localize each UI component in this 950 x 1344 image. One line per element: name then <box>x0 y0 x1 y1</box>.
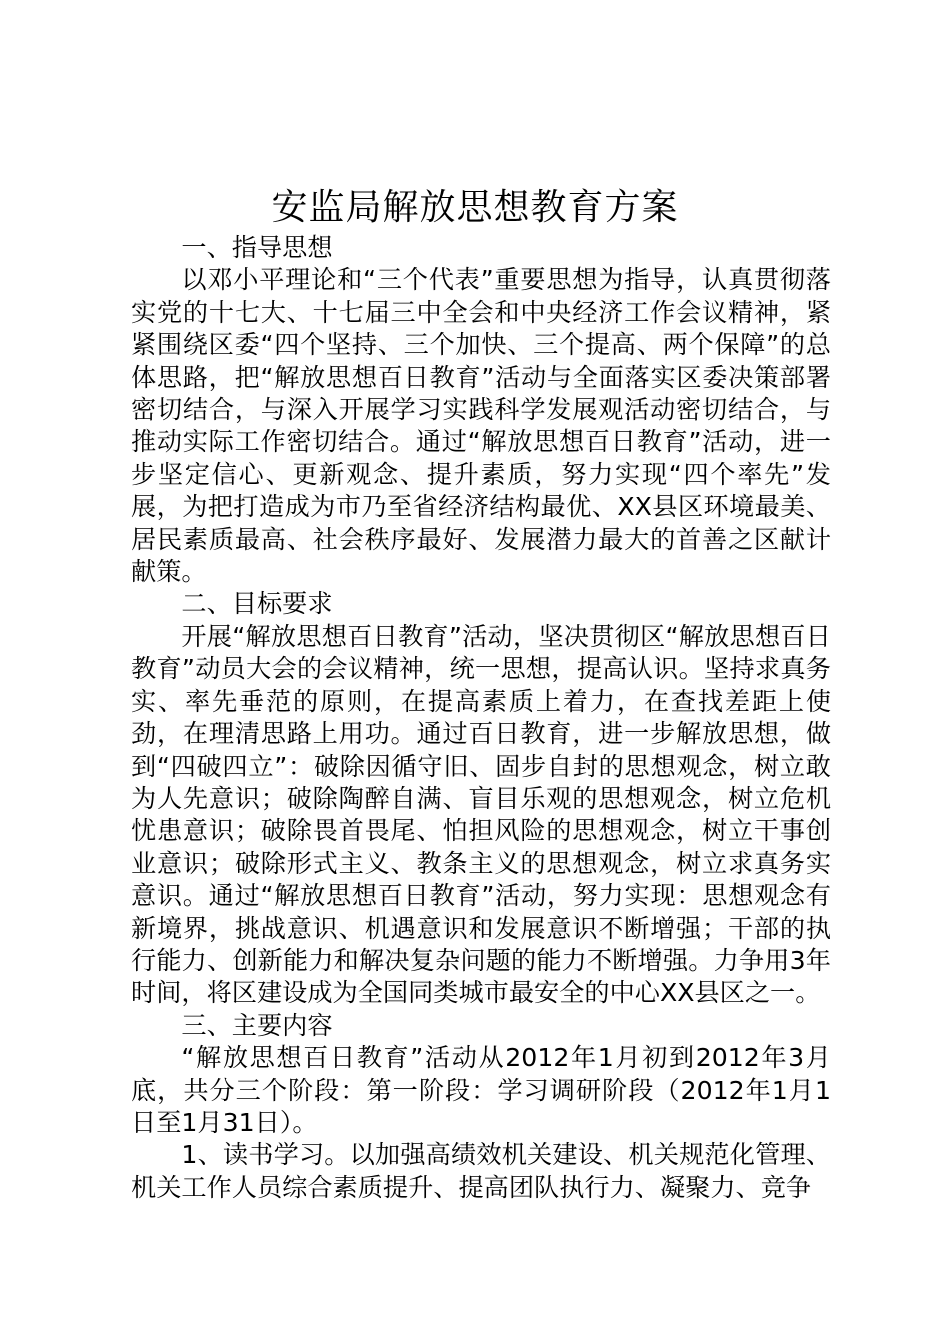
paragraph-goals: 开展“解放思想百日教育”活动，坚决贯彻区“解放思想百日教育”动员大会的会议精神，统一思想，提高认识。坚持求真务实、率先垂范的原则，在提高素质上着力，在查找差距上使劲，在理清思路上用功。通过百日教育，进一步解放思想，做到“四破四立”：破除因循守旧、固步自封的思想观念，树立敢为人先意识；破除陶醉自满、盲目乐观的思想观念，树立危机忧患意识；破除畏首畏尾、怕担风险的思想观念，树立干事创业意识；破除形式主义、教条主义的思想观念，树立求真务实意识。通过“解放思想百日教育”活动，努力实现：思想观念有新境界，挑战意识、机遇意识和发展意识不断增强；干部的执行能力、创新能力和解决复杂问题的能力不断增强。力争用3年时间，将区建设成为全国同类城市最安全的中心XX县区之一。 <box>131 621 831 1008</box>
section-heading-guiding-ideology: 一、指导思想 <box>181 233 333 262</box>
section-heading-goals: 二、目标要求 <box>181 589 333 619</box>
document-body <box>131 232 831 1204</box>
paragraph-main-content: “解放思想百日教育”活动从2012年1月初到2012年3月底，共分三个阶段：第一阶段：学习调研阶段（2012年1月1日至1月31日）。 <box>131 1043 831 1137</box>
paragraph-guiding-ideology: 以邓小平理论和“三个代表”重要思想为指导，认真贯彻落实党的十七大、十七届三中全会和中央经济工作会议精神，紧紧围绕区委“四个坚持、三个加快、三个提高、两个保障”的总体思路，把“解放思想百日教育”活动与全面落实区委决策部署密切结合，与深入开展学习实践科学发展观活动密切结合，与推动实际工作密切结合。通过“解放思想百日教育”活动，进一步坚定信心、更新观念、提升素质，努力实现“四个率先”发展，为把打造成为市乃至省经济结构最优、XX县区环境最美、居民素质最高、社会秩序最好、发展潜力最大的首善之区献计献策。 <box>131 265 831 587</box>
section-heading-main-content: 三、主要内容 <box>181 1010 333 1040</box>
paragraph-reading-study: 1、读书学习。以加强高绩效机关建设、机关规范化管理、机关工作人员综合素质提升、提高团队执行力、凝聚力、竞争 <box>131 1140 831 1202</box>
document-title: 安监局解放思想教育方案 <box>271 187 679 228</box>
